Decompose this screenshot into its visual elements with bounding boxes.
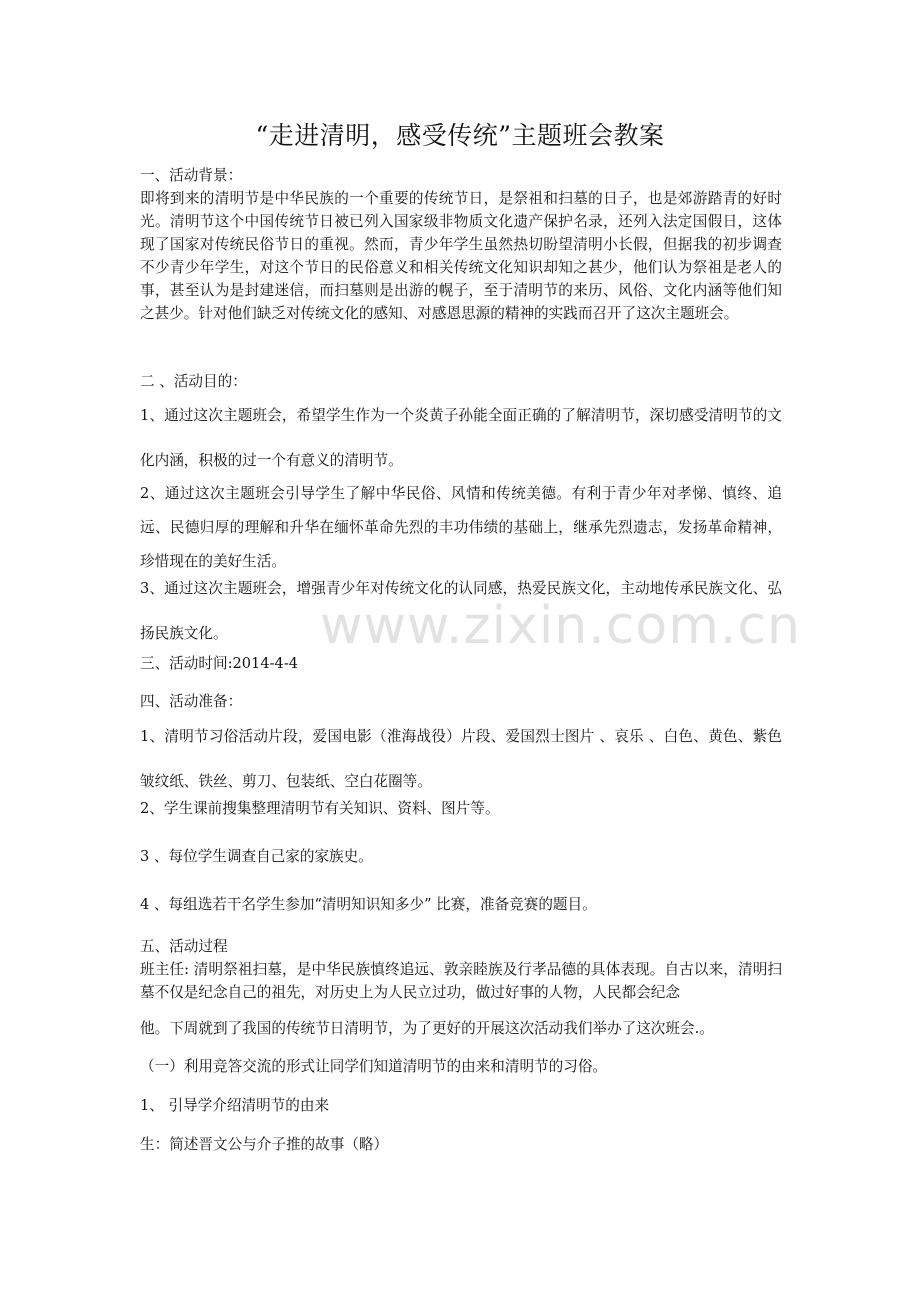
section-5-intro: 班主任: 清明祭祖扫墓，是中华民族慎终追远、敦亲睦族及行孝品德的具体表现。自古以来，清明扫墓不仅是纪念自己的祖先，对历史上为人民立过功，做过好事的人物，人民都会纪念 [140, 961, 782, 1001]
section-3-heading: 三、活动时间:2014-4-4 [140, 655, 299, 672]
section-1-heading: 一、活动背景： [140, 167, 243, 184]
section-5-part-1: （一）利用竞答交流的形式让同学们知道清明节的由来和清明节的习俗。 [140, 1058, 608, 1075]
section-4-item-4: 4 、每组选若干名学生参加“清明知识知多少” 比赛，准备竞赛的题目。 [140, 896, 597, 913]
section-5-heading: 五、活动过程 [140, 938, 228, 955]
section-2-item-1: 1、通过这次主题班会，希望学生作为一个炎黄子孙能全面正确的了解清明节，深切感受清明节的文化内涵，积极的过一个有意义的清明节。 [140, 407, 782, 469]
section-5-student-note: 生：简述晋文公与介子推的故事（略） [140, 1136, 389, 1153]
section-2-item-2: 2、通过这次主题班会引导学生了解中华民俗、风情和传统美德。有利于青少年对孝悌、慎终、追远、民德归厚的理解和升华在缅怀革命先烈的丰功伟绩的基础上，继承先烈遗志，发扬革命精神，珍惜现在的美好生活。 [140, 485, 782, 570]
section-5-step-1: 1、 引导学介绍清明节的由来 [140, 1097, 330, 1114]
document-title: “走进清明，感受传统”主题班会教案 [255, 121, 665, 150]
section-1-body: 即将到来的清明节是中华民族的一个重要的传统节日，是祭祖和扫墓的日子，也是郊游踏青的好时光。清明节这个中国传统节日被已列入国家级非物质文化遗产保护名录，还列入法定国假日，这体现了国家对传统民俗节日的重视。然而，青少年学生虽然热切盼望清明小长假，但据我的初步调查不少青少年学生，对这个节日的民俗意义和相关传统文化知识却知之甚少，他们认为祭祖是老人的事，甚至认为是封建迷信，而扫墓则是出游的幌子，至于清明节的来历、风俗、文化内涵等他们知之甚少。针对他们缺乏对传统文化的感知、对感恩思源的精神的实践而召开了这次主题班会。 [140, 190, 782, 322]
section-2-heading: 二 、活动目的： [140, 373, 247, 390]
section-4-item-3: 3 、每位学生调查自己家的家族史。 [140, 848, 373, 865]
section-4-heading: 四、活动准备： [140, 693, 243, 710]
section-4-item-2: 2、学生课前搜集整理清明节有关知识、资料、图片等。 [140, 800, 500, 817]
section-2-item-3: 3、通过这次主题班会，增强青少年对传统文化的认同感，热爱民族文化，主动地传承民族文化、弘扬民族文化。 [140, 580, 782, 642]
section-5-intro-cont: 他。下周就到了我国的传统节日清明节，为了更好的开展这次活动我们举办了这次班会.。 [140, 1020, 714, 1037]
watermark: www.zixin.com.cn [320, 596, 801, 656]
section-4-item-1: 1、清明节习俗活动片段，爱国电影（淮海战役）片段、爱国烈士图片 、哀乐 、白色、黄色、紫色皱纹纸、铁丝、剪刀、包装纸、空白花圈等。 [140, 728, 782, 790]
